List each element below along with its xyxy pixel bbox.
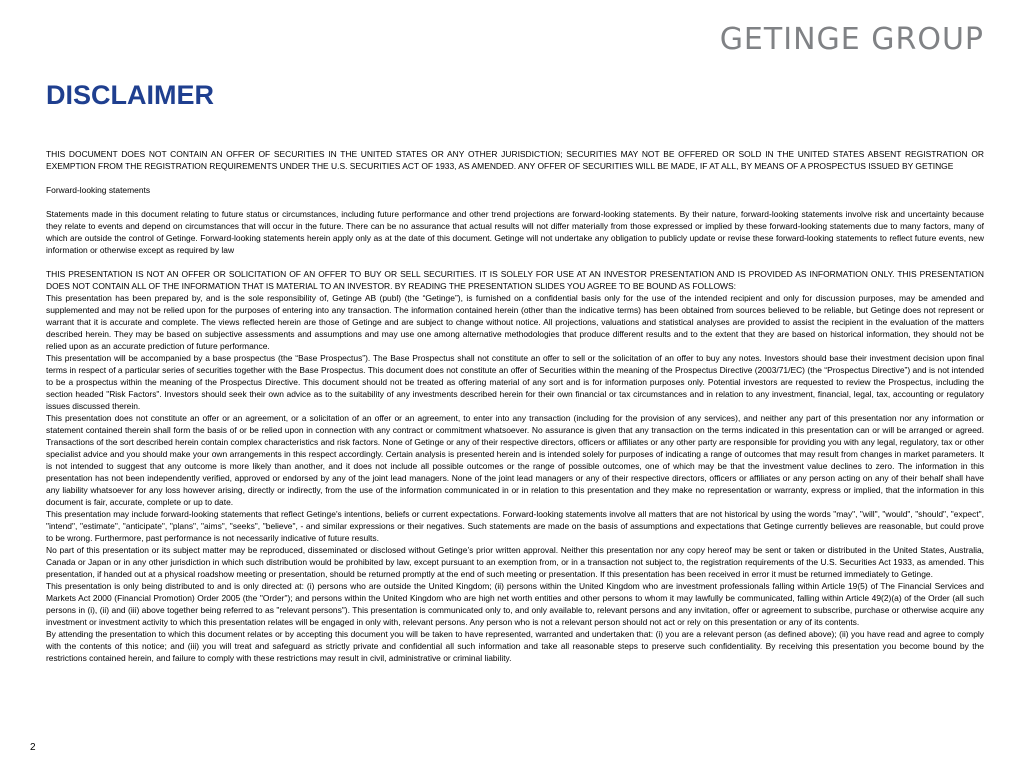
distribution-paragraph: This presentation is only being distributed to and is only directed at: (i) persons who are outside the United Kingdom; (ii) persons within the United Kingdom who are investment professionals falling within Article 19(5) of The Financial Services and Markets Act 2000 (Financial Promotion) Order 2005 (the "Order"); and persons within the United Kingdom who are high net worth entities and other persons to whom it may lawfully be communicated, falling within Article 49(2)(a) of the Order (all such persons in (i), (ii) and (iii) above together being referred to as "relevant persons"). This presentation is communicated only to, and only available to, relevant persons and any invitation, offer or agreement to subscribe, purchase or otherwise acquire any investment or investment activity to which this presentation relates will be engaged in only with, relevant persons. Any person who is not a relevant person should not act or rely on this presentation or any of its contents. [46,581,984,627]
getinge-group-logo: GETINGE GROUP [719,22,984,57]
paragraph-spacer [46,196,984,208]
disclaimer-body [46,148,984,664]
forward-looking-heading: Forward-looking statements [46,185,151,195]
paragraph-spacer [46,256,984,268]
no-offer-agreement-paragraph: This presentation does not constitute an offer or an agreement, or a solicitation of an offer or an agreement, to enter into any transaction (including for the provision of any services), and neither any part of this presentation nor any information or statement contained therein shall form the basis of or be relied upon in connection with any contract or commitment whatsoever. No assurance is given that any transaction on the terms indicated in this presentation can or will be arranged or agreed. Transactions of the sort described herein contain complex characteristics and risk factors. None of Getinge or any of their respective directors, officers or affiliates or any other party are responsible for providing you with any legal, regulatory, tax or other specialist advice and you should make your own arrangements in this respect accordingly. Certain analysis is presented herein and is intended solely for purposes of indicating a range of outcomes that may result from changes in market parameters. It is not intended to suggest that any outcome is more likely than another, and it does not include all possible outcomes or the range of possible outcomes, one of which may be that the investment value declines to zero. The information in this presentation has not been independently verified, approved or endorsed by any of the joint lead managers. None of the joint lead managers or any of their respective directors, officers or affiliates or any person acting on any of their behalf shall have any liability whatsoever for any loss however arising, directly or indirectly, from the use of the information communicated in or in relation to this presentation and they make no representation or warranty, express or implied, that the information in this document is fair, accurate, complete or up to date. [46,413,984,507]
paragraph-spacer [46,172,984,184]
forward-looking-paragraph: Statements made in this document relating to future status or circumstances, including future performance and other trend projections are forward-looking statements. By their nature, forward-looking statements involve risk and uncertainty because they relate to events and depend on circumstances that will occur in the future. There can be no assurance that actual results will not differ materially from those expressed or implied by these forward-looking statements due to many factors, many of which are outside the control of Getinge. Forward-looking statements herein apply only as at the date of this document. Getinge will not undertake any obligation to publicly update or revise these forward-looking statements to reflect future events, new information or otherwise except as required by law [46,209,984,255]
not-an-offer-notice: THIS PRESENTATION IS NOT AN OFFER OR SOLICITATION OF AN OFFER TO BUY OR SELL SECURITIES. IT IS SOLELY FOR USE AT AN INVESTOR PRESENTATION AND IS PROVIDED AS INFORMATION ONLY. THIS PRESENTATION DOES NOT CONTAIN ALL OF THE INFORMATION THAT IS MATERIAL TO AN INVESTOR. BY READING THE PRESENTATION SLIDES YOU AGREE TO BE BOUND AS FOLLOWS: [46,269,984,291]
acceptance-paragraph: By attending the presentation to which this document relates or by accepting this document you will be taken to have represented, warranted and undertaken that: (i) you are a relevant person (as defined above); (ii) you have read and agree to comply with the contents of this notice; and (iii) you will treat and safeguard as strictly private and confidential all such information and take all reasonable steps to preserve such confidentiality. By receiving this presentation you become bound by the restrictions contained herein, and failure to comply with these restrictions may result in civil, administrative or criminal liability. [46,629,984,663]
forward-looking-statements-paragraph: This presentation may include forward-looking statements that reflect Getinge's intentions, beliefs or current expectations. Forward-looking statements involve all matters that are not historical by using the words "may", "will", "would", "should", "expect", "intend", "estimate", "anticipate", "plans", "aims", "seeks", "believe", - and similar expressions or their negatives. Such statements are made on the basis of assumptions and expectations that Getinge currently believes are reasonable, but could prove to be wrong. Furthermore, past performance is not necessarily indicative of future results. [46,509,984,543]
page-number: 2 [30,742,36,753]
preparation-paragraph: This presentation has been prepared by, and is the sole responsibility of, Getinge AB (publ) (the “Getinge”), is furnished on a confidential basis only for the use of the intended recipient and only for discussion purposes, may be amended and supplemented and may not be relied upon for the purposes of entering into any transaction. The information contained herein (other than the indicative terms) has been obtained from sources believed to be reliable, but Getinge does not represent or warrant that it is accurate and complete. The views reflected herein are those of Getinge and are subject to change without notice. All projections, valuations and statistical analyses are provided to assist the recipient in the evaluation of the matters described herein. They may be based on subjective assessments and assumptions and may use one among alternative methodologies that produce different results and to the extent that they are based on historical information, they should not be relied upon as an accurate prediction of future performance. [46,293,984,351]
page-title: DISCLAIMER [46,80,214,110]
base-prospectus-paragraph: This presentation will be accompanied by a base prospectus (the “Base Prospectus”). The Base Prospectus shall not constitute an offer to sell or the solicitation of an offer to buy any notes. Investors should base their investment decision upon final terms in respect of a particular series of securities together with the Base Prospectus. This document does not constitute an offer of Securities within the meaning of the Prospectus Directive (2003/71/EC) (the “Prospectus Directive”) and is not intended to be a prospectus within the meaning of the Prospectus Directive. This document should not be treated as offering material of any sort and is for information purposes only. Potential investors are requested to review the Prospectus, including the section headed "Risk Factors". Investors should seek their own advice as to the suitability of any investments described herein for their own financial or tax circumstances and in relation to any investment, financial, legal, tax, accounting or regulatory issues discussed therein. [46,353,984,411]
reproduction-restriction-paragraph: No part of this presentation or its subject matter may be reproduced, disseminated or disclosed without Getinge’s prior written approval. Neither this presentation nor any copy hereof may be sent or taken or distributed in the United States, Australia, Canada or Japan or in any other jurisdiction in which such distribution would be prohibited by law, except pursuant to an exemption from, or in a transaction not subject to, the registration requirements of the U.S. Securities Act 1933, as amended. This presentation, if handed out at a physical roadshow meeting or presentation, should be returned promptly at the end of such meeting or presentation. If this presentation has been received in error it must be returned immediately to Getinge. [46,545,984,579]
us-securities-notice: THIS DOCUMENT DOES NOT CONTAIN AN OFFER OF SECURITIES IN THE UNITED STATES OR ANY OTHER JURISDICTION; SECURITIES MAY NOT BE OFFERED OR SOLD IN THE UNITED STATES ABSENT REGISTRATION OR EXEMPTION FROM THE REGISTRATION REQUIREMENTS UNDER THE U.S. SECURITIES ACT OF 1933, AS AMENDED. ANY OFFER OF SECURITIES WILL BE MADE, IF AT ALL, BY MEANS OF A PROSPECTUS ISSUED BY GETINGE [46,149,984,171]
